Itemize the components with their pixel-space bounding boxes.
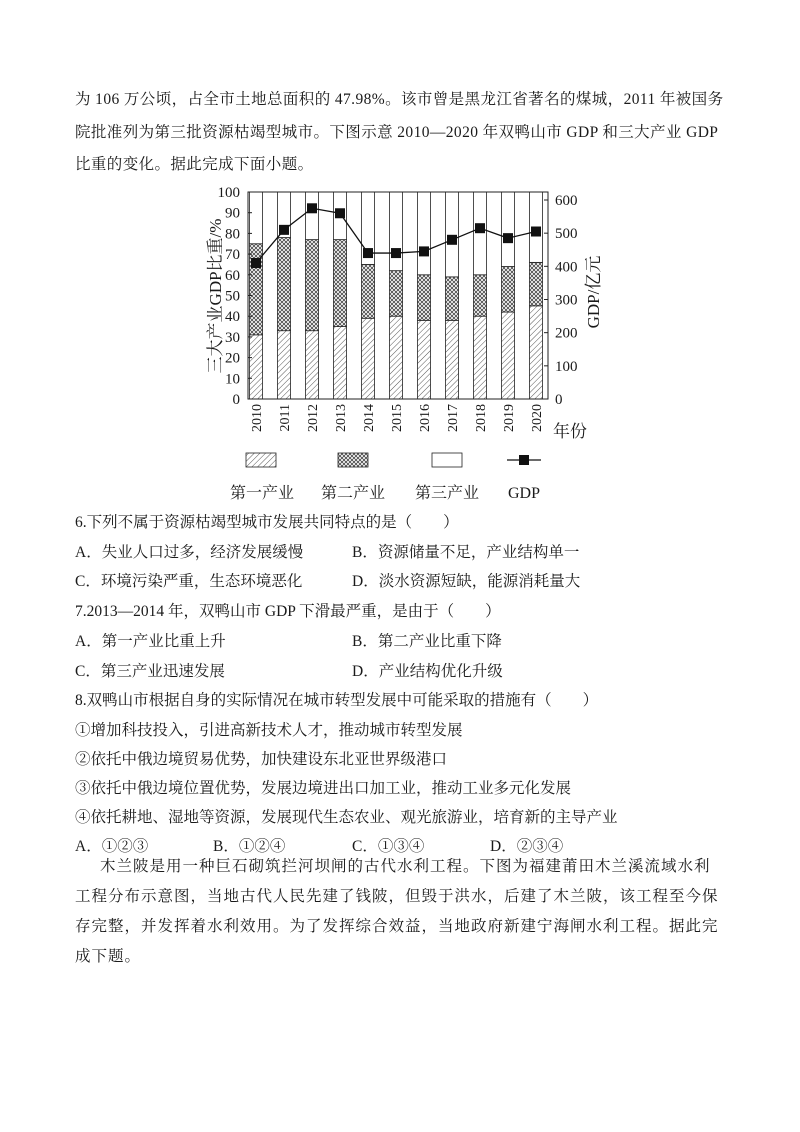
right-axis-tick-label: 400 bbox=[555, 259, 578, 276]
legend-label-第一产业: 第一产业 bbox=[229, 485, 295, 502]
x-axis-tick-label: 2011 bbox=[278, 404, 293, 432]
right-axis-tick-label: 500 bbox=[555, 226, 578, 243]
gdp-marker-2013 bbox=[335, 208, 345, 218]
gdp-marker-2012 bbox=[307, 203, 317, 213]
intro-line-2: 院批准列为第三批资源枯竭型城市。下图示意 2010—2020 年双鸭山市 GDP 和三大产业 GDP bbox=[75, 124, 719, 141]
x-axis-tick-label: 2013 bbox=[334, 404, 349, 432]
x-axis-title: 年份 bbox=[553, 422, 587, 441]
question-7-stem: 7.2013—2014 年，双鸭山市 GDP 下滑最严重，是由于（ ） bbox=[75, 603, 501, 620]
bar-第三产业-2015 bbox=[390, 192, 403, 271]
bar-第二产业-2018 bbox=[474, 275, 487, 316]
gdp-marker-2011 bbox=[279, 225, 289, 235]
x-axis-tick-label: 2012 bbox=[306, 404, 321, 432]
question-8-item-4: ④依托耕地、湿地等资源，发展现代生态农业、观光旅游业，培育新的主导产业 bbox=[75, 809, 618, 826]
passage-line-3: 存完整，并发挥着水利效用。为了发挥综合效益，当地政府新建宁海闸水利工程。据此完 bbox=[75, 918, 719, 935]
legend-swatch-gdp-marker bbox=[519, 455, 529, 465]
left-axis-tick-label: 0 bbox=[232, 392, 240, 408]
bar-第一产业-2016 bbox=[418, 320, 431, 399]
intro-line-3: 比重的变化。据此完成下面小题。 bbox=[75, 156, 314, 173]
legend-label-第三产业: 第三产业 bbox=[414, 485, 480, 502]
left-axis-tick-label: 60 bbox=[225, 267, 240, 284]
legend-swatch-第二产业 bbox=[338, 453, 368, 467]
legend-label-gdp: GDP bbox=[507, 485, 541, 502]
x-axis-tick-label: 2010 bbox=[250, 404, 265, 432]
question-8-item-3: ③依托中俄边境位置优势，发展边境进出口加工业，推动工业多元化发展 bbox=[75, 780, 572, 797]
bar-第一产业-2013 bbox=[334, 327, 347, 399]
passage-line-2: 工程分布示意图，当地古代人民先建了钱陂，但毁于洪水，后建了木兰陂，该工程至今保 bbox=[75, 888, 719, 905]
right-axis-tick-label: 200 bbox=[555, 325, 578, 342]
question-8-option-d: D．②③④ bbox=[490, 838, 564, 855]
left-axis-tick-label: 100 bbox=[217, 185, 240, 201]
x-axis-tick-label: 2016 bbox=[418, 404, 433, 432]
bar-第二产业-2016 bbox=[418, 275, 431, 321]
question-6-stem: 6.下列不属于资源枯竭型城市发展共同特点的是（ ） bbox=[75, 514, 459, 531]
question-8-stem: 8.双鸭山市根据自身的实际情况在城市转型发展中可能采取的措施有（ ） bbox=[75, 692, 599, 709]
left-axis-tick-label: 20 bbox=[225, 350, 240, 367]
bar-第三产业-2017 bbox=[446, 192, 459, 277]
bar-第三产业-2016 bbox=[418, 192, 431, 275]
bar-第一产业-2015 bbox=[390, 316, 403, 399]
passage-line-1: 木兰陂是用一种巨石砌筑拦河坝闸的古代水利工程。下图为福建莆田木兰溪流域水利 bbox=[100, 858, 711, 875]
bar-第一产业-2018 bbox=[474, 316, 487, 399]
legend-swatch-第三产业 bbox=[432, 453, 462, 467]
bar-第二产业-2014 bbox=[362, 264, 375, 318]
bar-第二产业-2013 bbox=[334, 240, 347, 327]
bar-第一产业-2011 bbox=[278, 331, 291, 399]
gdp-marker-2018 bbox=[475, 223, 485, 233]
x-axis-tick-label: 2018 bbox=[474, 404, 489, 432]
left-axis-tick-label: 40 bbox=[225, 309, 240, 326]
intro-line-1: 为 106 万公顷，占全市土地总面积的 47.98%。该市曾是黑龙江省著名的煤城，2011 年被国务 bbox=[75, 91, 724, 108]
left-axis-tick-label: 80 bbox=[225, 226, 240, 243]
bar-第三产业-2019 bbox=[502, 192, 515, 267]
right-axis-tick-label: 600 bbox=[555, 193, 578, 209]
question-8-option-a: A．①②③ bbox=[75, 838, 149, 855]
question-6-option-d: D．淡水资源短缺，能源消耗量大 bbox=[352, 573, 581, 590]
x-axis-tick-label: 2020 bbox=[530, 404, 545, 432]
gdp-marker-2020 bbox=[531, 227, 541, 237]
left-axis-tick-label: 70 bbox=[225, 247, 240, 264]
bar-第一产业-2020 bbox=[530, 306, 543, 399]
bar-第一产业-2012 bbox=[306, 331, 319, 399]
bar-第一产业-2014 bbox=[362, 318, 375, 399]
question-7-option-a: A．第一产业比重上升 bbox=[75, 633, 226, 650]
gdp-marker-2010 bbox=[251, 258, 261, 268]
x-axis-tick-label: 2019 bbox=[502, 404, 517, 432]
bar-第一产业-2017 bbox=[446, 320, 459, 399]
bar-第二产业-2017 bbox=[446, 277, 459, 320]
question-6-option-b: B．资源储量不足，产业结构单一 bbox=[352, 544, 580, 561]
gdp-marker-2015 bbox=[391, 248, 401, 258]
bar-第二产业-2011 bbox=[278, 238, 291, 331]
left-axis-tick-label: 10 bbox=[225, 371, 240, 388]
right-axis-tick-label: 0 bbox=[555, 392, 563, 408]
bar-第二产业-2012 bbox=[306, 240, 319, 331]
question-7-option-c: C．第三产业迅速发展 bbox=[75, 663, 225, 680]
question-8-option-c: C．①③④ bbox=[352, 838, 425, 855]
gdp-marker-2016 bbox=[419, 246, 429, 256]
bar-第三产业-2018 bbox=[474, 192, 487, 275]
legend-label-第二产业: 第二产业 bbox=[320, 485, 386, 502]
question-8-option-b: B．①②④ bbox=[213, 838, 286, 855]
legend-swatch-第一产业 bbox=[246, 453, 276, 467]
question-6-option-c: C．环境污染严重，生态环境恶化 bbox=[75, 573, 303, 590]
bar-第三产业-2012 bbox=[306, 192, 319, 240]
bar-第二产业-2019 bbox=[502, 267, 515, 313]
question-8-item-2: ②依托中俄边境贸易优势，加快建设东北亚世界级港口 bbox=[75, 751, 448, 768]
industry-gdp-chart bbox=[0, 0, 800, 520]
right-axis-title: GDP/亿元 bbox=[584, 255, 603, 329]
question-7-option-d: D．产业结构优化升级 bbox=[352, 663, 503, 680]
question-6-option-a: A．失业人口过多，经济发展缓慢 bbox=[75, 544, 304, 561]
question-8-item-1: ①增加科技投入，引进高新技术人才，推动城市转型发展 bbox=[75, 722, 463, 739]
right-axis-tick-label: 300 bbox=[555, 292, 578, 309]
gdp-marker-2014 bbox=[363, 248, 373, 258]
x-axis-tick-label: 2014 bbox=[362, 404, 377, 432]
x-axis-tick-label: 2015 bbox=[390, 404, 405, 432]
bar-第一产业-2019 bbox=[502, 312, 515, 399]
gdp-marker-2019 bbox=[503, 233, 513, 243]
question-7-option-b: B．第二产业比重下降 bbox=[352, 633, 502, 650]
left-axis-title: 三大产业GDP比重/% bbox=[206, 218, 225, 374]
x-axis-tick-label: 2017 bbox=[446, 404, 461, 432]
right-axis-tick-label: 100 bbox=[555, 358, 578, 375]
left-axis-tick-label: 90 bbox=[225, 205, 240, 222]
bar-第一产业-2010 bbox=[250, 335, 263, 399]
gdp-marker-2017 bbox=[447, 235, 457, 245]
left-axis-tick-label: 30 bbox=[225, 329, 240, 346]
bar-第三产业-2010 bbox=[250, 192, 263, 244]
bar-第二产业-2020 bbox=[530, 262, 543, 305]
bar-第二产业-2015 bbox=[390, 271, 403, 317]
left-axis-tick-label: 50 bbox=[225, 288, 240, 305]
passage-line-4: 成下题。 bbox=[75, 948, 142, 965]
